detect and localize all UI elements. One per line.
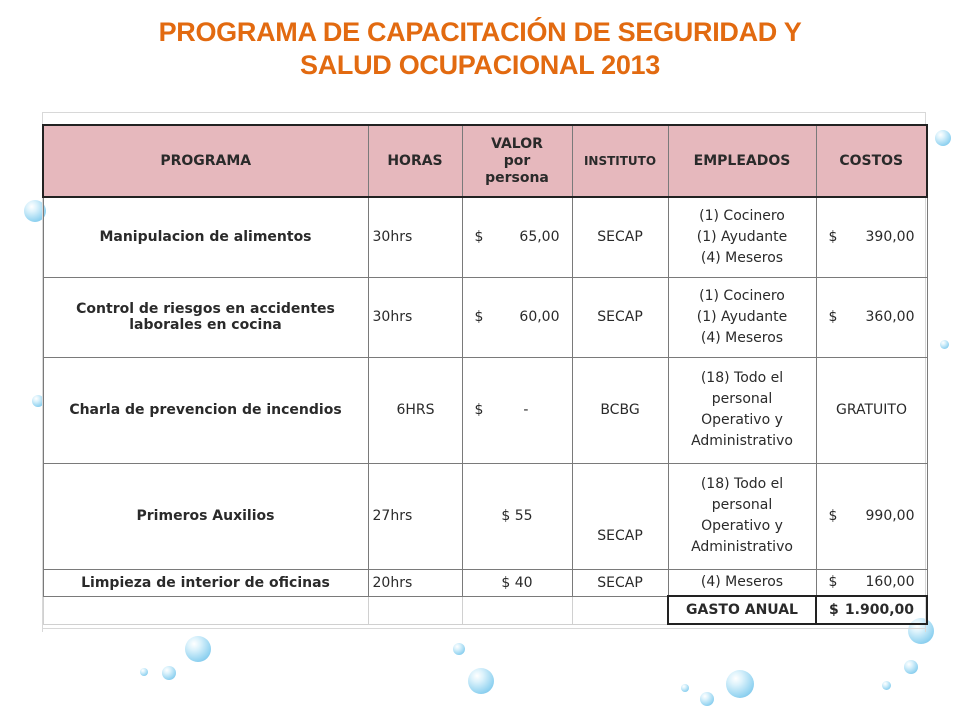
cell-programa — [43, 197, 368, 277]
cell-horas: 20hrs — [368, 569, 462, 596]
header-valor-line3: persona — [485, 169, 549, 186]
header-empleados: EMPLEADOS — [668, 125, 816, 197]
cell-empleados — [668, 569, 816, 596]
header-valor-line1: VALOR — [491, 135, 543, 152]
cell-costo — [816, 463, 927, 569]
empleado-line: Operativo y — [701, 412, 783, 428]
cell-horas: 30hrs — [368, 277, 462, 357]
header-valor-line2: por — [503, 152, 531, 169]
cell-valor: $ 55 — [462, 463, 572, 569]
total-value — [816, 596, 927, 624]
cell-horas: 30hrs — [368, 197, 462, 277]
empleado-line: (1) Cocinero — [699, 287, 785, 304]
table-row — [43, 569, 927, 596]
bubble-decoration — [904, 660, 918, 674]
empleado-line: personal — [711, 497, 773, 513]
empleado-line: personal — [711, 391, 773, 407]
page-title — [0, 16, 960, 82]
bubble-decoration — [185, 636, 211, 662]
empleado-line: (4) Meseros — [700, 249, 784, 266]
cell-programa — [43, 277, 368, 357]
empleado-line: (1) Ayudante — [696, 228, 788, 245]
cell-instituto: SECAP — [572, 277, 668, 357]
cell-costo — [816, 277, 927, 357]
cell-programa — [43, 357, 368, 463]
valor-symbol: $ — [474, 402, 484, 418]
costo-symbol: $ — [828, 508, 838, 524]
blank-cell — [572, 596, 668, 624]
training-program-table — [42, 124, 928, 625]
programa-text: Manipulacion de alimentos — [99, 229, 312, 246]
costo-amount: 160,00 — [865, 574, 915, 591]
table-row — [43, 463, 927, 569]
bubble-decoration — [940, 340, 949, 349]
bubble-decoration — [882, 681, 891, 690]
empleado-line: Operativo y — [701, 518, 783, 534]
cell-valor — [462, 277, 572, 357]
header-horas: HORAS — [368, 125, 462, 197]
cell-instituto: SECAP — [572, 569, 668, 596]
cell-instituto: SECAP — [572, 463, 668, 569]
costo-symbol: $ — [828, 574, 838, 591]
costo-symbol: $ — [828, 229, 838, 246]
cell-empleados — [668, 357, 816, 463]
title-line-1: PROGRAMA DE CAPACITACIÓN DE SEGURIDAD Y — [158, 17, 802, 47]
bubble-decoration — [140, 668, 148, 676]
cell-costo — [816, 197, 927, 277]
valor-amount: 65,00 — [519, 229, 560, 246]
empleado-line: (18) Todo el — [700, 476, 784, 492]
cell-instituto: BCBG — [572, 357, 668, 463]
bubble-decoration — [162, 666, 176, 680]
bubble-decoration — [681, 684, 689, 692]
empleado-line: Administrativo — [691, 433, 793, 449]
cell-empleados — [668, 197, 816, 277]
cell-valor — [462, 357, 572, 463]
cell-programa — [43, 569, 368, 596]
header-programa: PROGRAMA — [43, 125, 368, 197]
valor-symbol: $ — [474, 229, 484, 246]
bubble-decoration — [468, 668, 494, 694]
costo-amount: 390,00 — [865, 229, 915, 246]
title-line-2: SALUD OCUPACIONAL 2013 — [300, 50, 660, 80]
cell-costo — [816, 569, 927, 596]
empleado-line: (1) Cocinero — [699, 207, 785, 224]
cell-valor: $ 40 — [462, 569, 572, 596]
cell-costo: GRATUITO — [816, 357, 927, 463]
costo-amount: 990,00 — [865, 508, 915, 524]
sheet-gridline — [42, 628, 926, 629]
programa-text: Control de riesgos en accidentes — [76, 301, 335, 317]
cell-empleados — [668, 277, 816, 357]
blank-cell — [368, 596, 462, 624]
programa-text: Limpieza de interior de oficinas — [81, 574, 330, 591]
blank-cell — [43, 596, 368, 624]
cell-horas: 27hrs — [368, 463, 462, 569]
programa-text: Charla de prevencion de incendios — [69, 402, 342, 418]
table-row — [43, 197, 927, 277]
valor-amount: 60,00 — [519, 309, 560, 325]
empleado-line: (4) Meseros — [700, 573, 784, 590]
valor-amount: - — [523, 402, 529, 418]
costo-symbol: $ — [828, 309, 838, 325]
blank-cell — [462, 596, 572, 624]
bubble-decoration — [726, 670, 754, 698]
empleado-line: Administrativo — [691, 539, 793, 555]
total-symbol: $ — [829, 602, 839, 618]
table-header-row — [43, 125, 927, 197]
costo-amount: 360,00 — [865, 309, 915, 325]
header-instituto: INSTITUTO — [572, 125, 668, 197]
header-costos: COSTOS — [816, 125, 927, 197]
cell-valor — [462, 197, 572, 277]
total-amount: 1.900,00 — [844, 602, 914, 618]
cell-horas: 6HRS — [368, 357, 462, 463]
empleado-line: (4) Meseros — [700, 329, 784, 346]
bubble-decoration — [700, 692, 714, 706]
empleado-line: (18) Todo el — [700, 370, 784, 386]
bubble-decoration — [453, 643, 465, 655]
valor-symbol: $ — [474, 309, 484, 325]
cell-empleados — [668, 463, 816, 569]
total-label: GASTO ANUAL — [668, 596, 816, 624]
cell-instituto: SECAP — [572, 197, 668, 277]
programa-text: laborales en cocina — [129, 317, 282, 333]
programa-text: Primeros Auxilios — [136, 508, 275, 524]
header-valor — [462, 125, 572, 197]
total-row — [43, 596, 927, 624]
table-row — [43, 277, 927, 357]
cell-programa — [43, 463, 368, 569]
bubble-decoration — [935, 130, 951, 146]
empleado-line: (1) Ayudante — [696, 308, 788, 325]
table-row — [43, 357, 927, 463]
sheet-gridline — [42, 112, 926, 113]
